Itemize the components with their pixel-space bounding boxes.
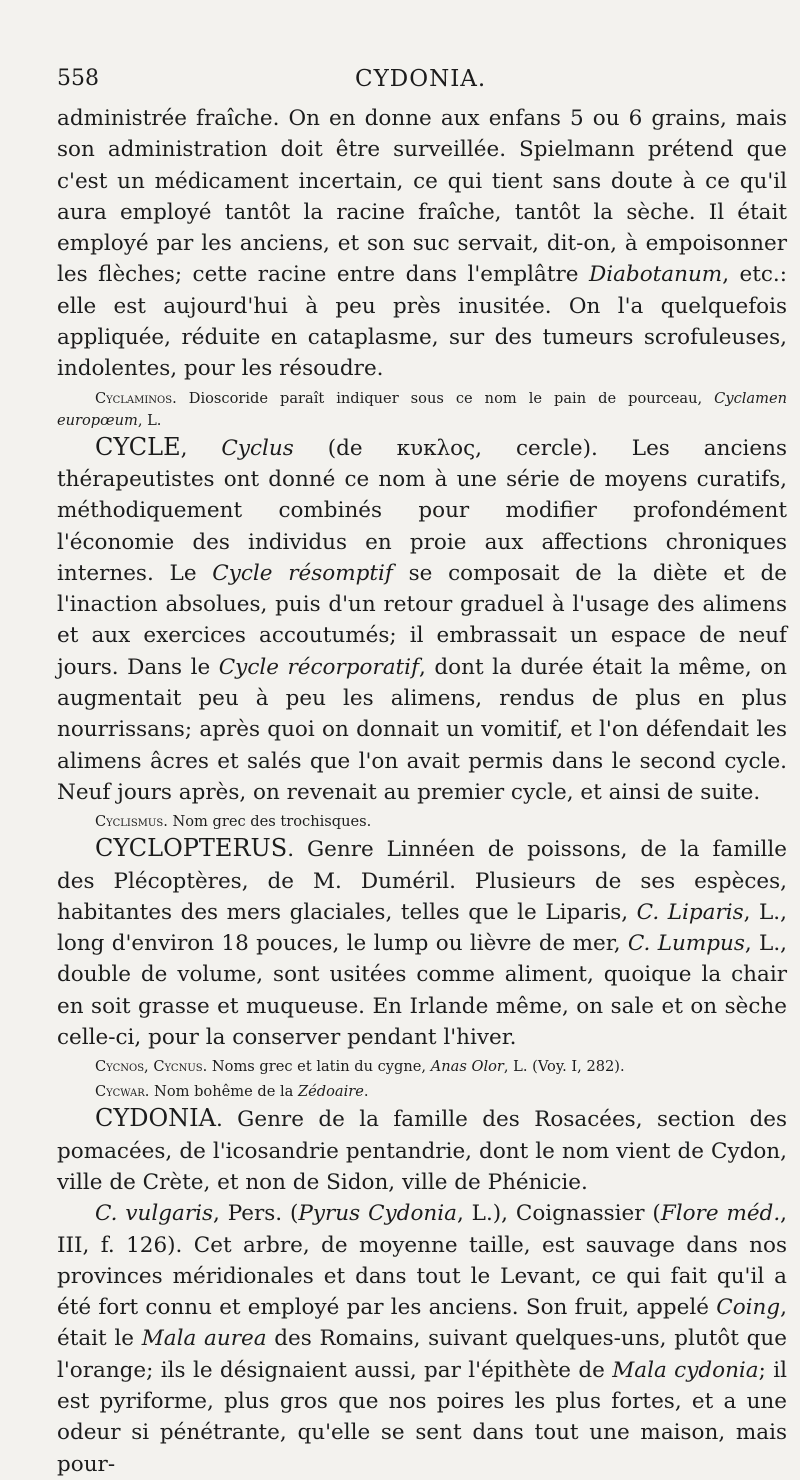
italic-text: Zédoaire — [298, 1083, 364, 1101]
entry-headword: CYCLOPTERUS — [95, 834, 288, 863]
italic-text: Anas Olor — [430, 1058, 504, 1076]
small-caps-term: Cycwar — [95, 1083, 145, 1101]
text-run: ; il est pyriforme, plus gros que nos poires les plus fortes, et a une odeur si pénétrante, qu'elle se sent dans tout une maison, mais pour- — [57, 1357, 787, 1477]
text-run: . — [363, 1083, 369, 1101]
text-run: , L. — [137, 411, 162, 429]
text-run: , III, f. 126). Cet arbre, de moyenne taille, est sauvage dans nos provinces méridionales et dans tout le Levant, ce qui fait qu'il a été fort connu et employé par les anciens. Son fruit, appelé — [57, 1201, 787, 1321]
italic-text: Diabotanum — [589, 262, 723, 288]
note-paragraph — [57, 1081, 787, 1103]
page-header — [57, 66, 760, 102]
body-text — [57, 103, 787, 1480]
italic-text: Flore méd. — [660, 1201, 781, 1227]
text-run: . Nom bohême de la — [144, 1083, 298, 1101]
italic-text: Cyclus — [221, 435, 294, 461]
entry-paragraph — [57, 833, 787, 1053]
text-run: . Genre Linnéen de poissons, de la famille des Plécoptères, de M. Duméril. Plusieurs de ses espèces, habitantes des mers glaciales, telles que le Liparis, — [57, 837, 787, 925]
small-caps-term: Cycnos — [95, 1058, 145, 1076]
text-run: . Genre de la famille des Rosacées, section des pomacées, de l'icosandrie pentandrie, dont le nom vient de Cydon, ville de Crète, et non de Sidon, ville de Phénicie. — [57, 1107, 787, 1195]
text-run: , L., double de volume, sont usitées comme aliment, quoique la chair en soit grasse et muqueuse. En Irlande même, on sale et on sèche celle-ci, pour la conserver pendant l'hiver. — [57, 931, 788, 1051]
italic-text: Cyclamen europœum — [57, 389, 787, 429]
text-run: . Dioscoride paraît indiquer sous ce nom le pain de pourceau, — [172, 389, 715, 407]
text-run: , était le — [57, 1295, 787, 1352]
entry-headword: CYCLE — [95, 432, 181, 461]
italic-text: Mala aurea — [141, 1326, 267, 1352]
italic-text: Coing — [716, 1295, 781, 1321]
italic-text: Cycle récorporatif — [218, 654, 420, 680]
page-number: 558 — [57, 66, 99, 91]
text-run: (de κυκλος, cercle). Les anciens thérapeutistes ont donné ce nom à une série de moyens curatifs, méthodiquement combinés pour modifier profondément l'économie des individus en proie aux affections chroniques internes. Le — [57, 435, 787, 586]
text-run: , Pers. ( — [213, 1201, 299, 1227]
text-run: se composait de la diète et de l'inaction absolues, puis d'un retour graduel à l'usage des alimens et aux exercices accoutumés; il embrassait un espace de neuf jours. Dans le — [57, 560, 787, 680]
italic-text: Cycle résomptif — [212, 560, 393, 586]
text-run: , — [144, 1058, 154, 1076]
small-caps-term: Cyclaminos — [95, 389, 173, 407]
small-caps-term: Cyclismus — [95, 813, 164, 831]
text-run: , etc.: elle est aujourd'hui à peu près inusitée. On l'a quelquefois appliquée, réduite en cataplasme, sur des tumeurs scrofuleuses, indolentes, pour les résoudre. — [57, 262, 787, 382]
text-run: , L. (Voy. I, 282). — [503, 1058, 625, 1076]
text-run: . Nom grec des trochisques. — [163, 813, 372, 831]
text-run: , L., long d'environ 18 pouces, le lump ou lièvre de mer, — [57, 899, 787, 957]
entry-paragraph — [57, 432, 787, 809]
text-run: , dont la durée était la même, on augmentait peu à peu les alimens, rendus de plus en plus nourrissans; après quoi on donnait un vomitif, et l'on défendait les alimens âcres et salés que l'on avait permis dans le second cycle. Neuf jours après, on revenait au premier cycle, et ainsi de suite. — [57, 654, 787, 805]
text-run: , — [180, 435, 222, 461]
note-paragraph — [57, 1056, 787, 1078]
italic-text: C. Liparis — [636, 899, 744, 925]
italic-text: C. Lumpus — [627, 931, 745, 957]
entry-headword: CYDONIA — [95, 1104, 216, 1133]
running-title: CYDONIA. — [355, 66, 487, 92]
note-paragraph — [57, 811, 787, 833]
text-run: des Romains, suivant quelques-uns, plutôt que l'orange; ils le désignaient aussi, par l'épithète de — [57, 1326, 787, 1383]
text-run: , L.), Coignassier ( — [456, 1201, 661, 1227]
text-run: . Noms grec et latin du cygne, — [202, 1058, 431, 1076]
small-caps-term: Cycnus — [153, 1058, 203, 1076]
italic-text: Mala cydonia — [612, 1357, 759, 1383]
italic-text: C. vulgaris — [95, 1201, 214, 1227]
note-paragraph — [57, 388, 787, 432]
entry-paragraph — [57, 1198, 787, 1480]
entry-paragraph — [57, 1103, 787, 1198]
italic-text: Pyrus Cydonia — [298, 1201, 457, 1227]
text-run: administrée fraîche. On en donne aux enfans 5 ou 6 grains, mais son administration doit être surveillée. Spielmann prétend que c'est un médicament incertain, ce qui tient sans doute à ce qu'il aura employé tantôt la racine fraîche, tantôt la sèche. Il était employé par les anciens, et son suc servait, dit-on, à empoisonner les flèches; cette racine entre dans l'emplâtre — [57, 106, 787, 288]
entry-paragraph — [57, 103, 787, 385]
